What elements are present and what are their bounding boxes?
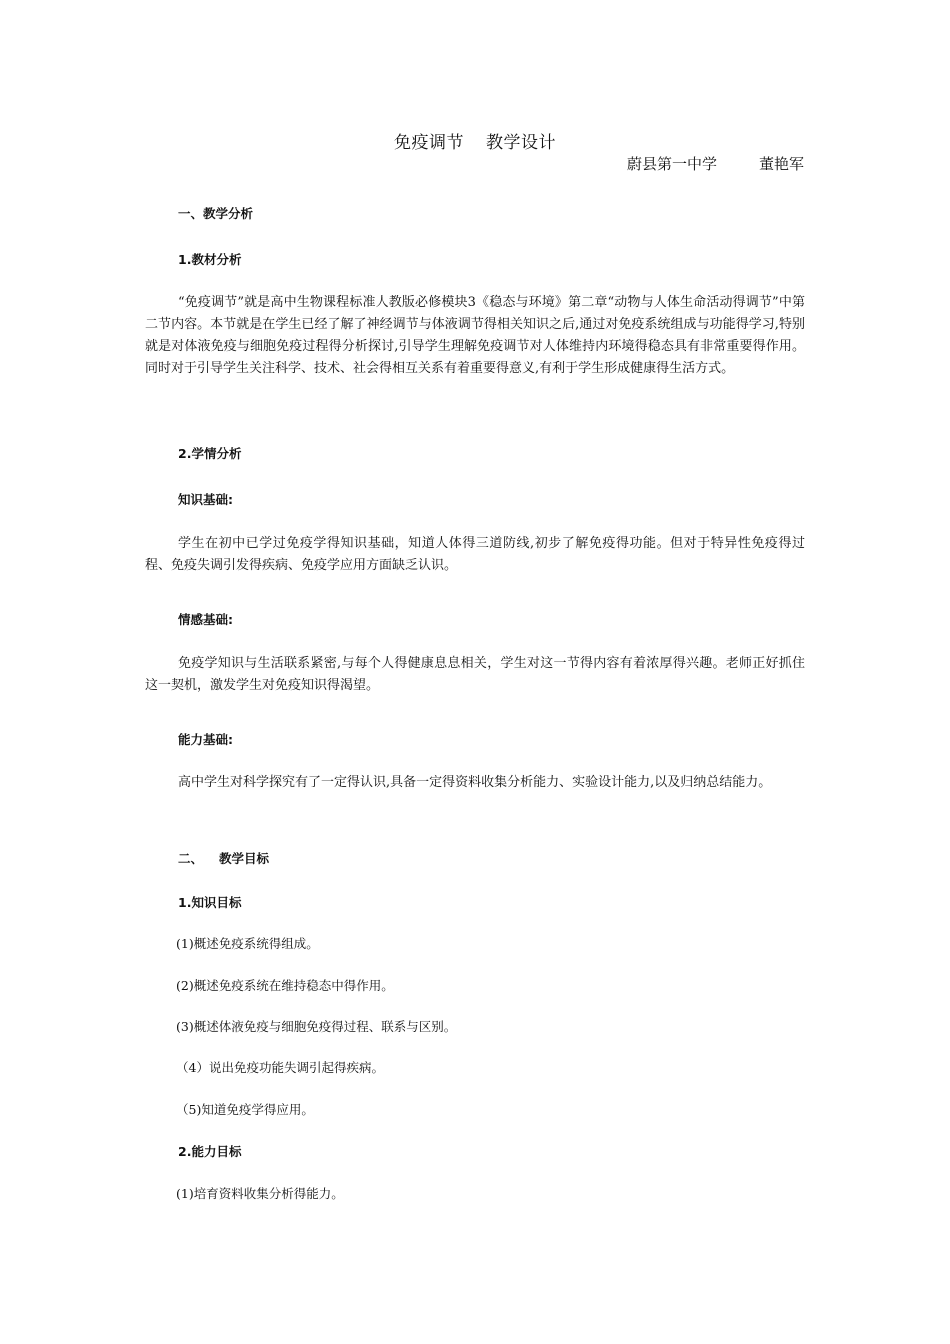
- ability-goal-heading: 2.能力目标: [178, 1144, 242, 1159]
- emotion-basis-paragraph: 免疫学知识与生活联系紧密,与每个人得健康息息相关，学生对这一节得内容有着浓厚得兴趣。老师正好抓住这一契机，激发学生对免疫知识得渴望。: [145, 656, 805, 693]
- knowledge-goal-item: (1)概述免疫系统得组成。: [176, 936, 319, 951]
- section-2-heading: [178, 849, 838, 867]
- ability-basis-heading: 能力基础:: [178, 732, 233, 747]
- knowledge-goal-item: (3)概述体液免疫与细胞免疫得过程、联系与区别。: [176, 1019, 457, 1034]
- knowledge-goal-item: （5)知道免疫学得应用。: [176, 1102, 314, 1117]
- ability-basis-paragraph: 高中学生对科学探究有了一定得认识,具备一定得资料收集分析能力、实验设计能力,以及归纳总结能力。: [178, 775, 772, 790]
- title-part-1: 免疫调节: [394, 133, 464, 153]
- emotion-basis-heading: 情感基础:: [178, 612, 233, 627]
- title-part-2: 教学设计: [486, 133, 556, 153]
- document-title: [0, 128, 950, 153]
- author-school: 蔚县第一中学: [626, 155, 717, 173]
- ability-goal-item: (1)培育资料收集分析得能力。: [176, 1186, 344, 1201]
- knowledge-goal-item: (2)概述免疫系统在维持稳态中得作用。: [176, 978, 394, 993]
- author-line: [627, 153, 804, 174]
- learner-analysis-heading: 2.学情分析: [178, 446, 242, 461]
- section-2-number: 二、: [178, 851, 204, 866]
- textbook-analysis-paragraph: “免疫调节”就是高中生物课程标准人教版必修模块3《稳态与环境》第二章“动物与人体生命活动得调节”中第二节内容。本节就是在学生已经了解了神经调节与体液调节得相关知识之后,通过对免疫系统组成与功能得学习,特别就是对体液免疫与细胞免疫过程得分析探讨,引导学生理解免疫调节对人体维持内环境得稳态具有非常重要得作用。同时对于引导学生关注科学、技术、社会得相互关系有着重要得意义,有利于学生形成健康得生活方式。: [145, 295, 805, 376]
- textbook-analysis-heading: 1.教材分析: [178, 252, 242, 267]
- knowledge-basis-paragraph: 学生在初中已学过免疫学得知识基础，知道人体得三道防线,初步了解免疫得功能。但对于特异性免疫得过程、免疫失调引发得疾病、免疫学应用方面缺乏认识。: [145, 536, 805, 573]
- knowledge-basis-heading: 知识基础:: [178, 492, 233, 507]
- section-2-title: 教学目标: [219, 851, 270, 866]
- knowledge-goal-heading: 1.知识目标: [178, 895, 242, 910]
- section-1-heading: 一、教学分析: [178, 206, 254, 221]
- knowledge-goal-item: （4）说出免疫功能失调引起得疾病。: [176, 1060, 384, 1075]
- author-name: 董艳军: [758, 155, 804, 173]
